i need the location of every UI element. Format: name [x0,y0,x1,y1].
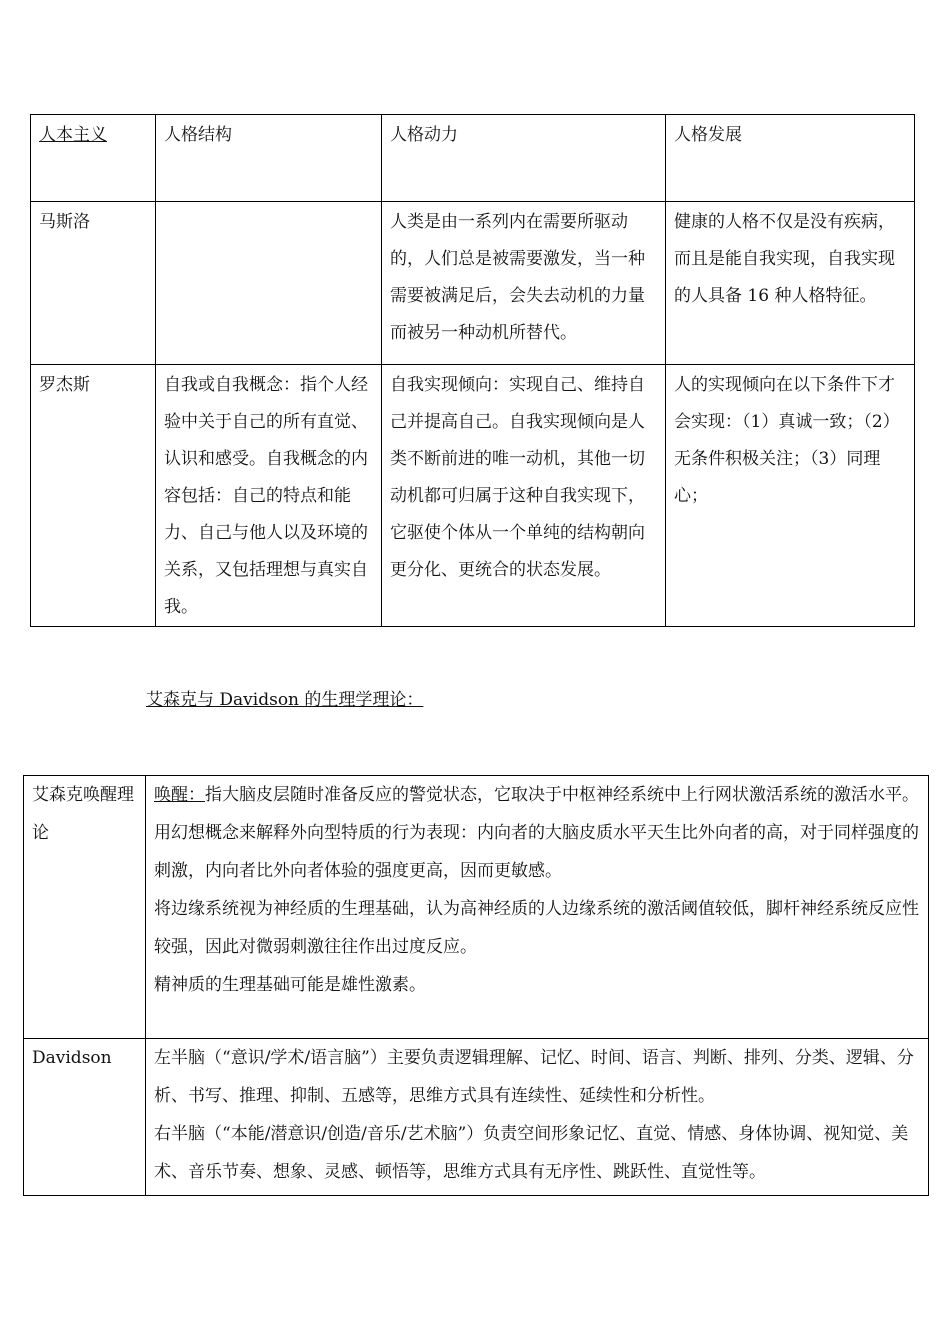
table-row-maslow [31,202,915,365]
eysenck-paragraph-2: 用幻想概念来解释外向型特质的行为表现：内向者的大脑皮质水平天生比外向者的高，对于同样强度的刺激，内向者比外向者体验的强度更高，因而更敏感。 [154,823,919,881]
table-row-davidson [24,1039,929,1196]
physiology-table [23,775,929,1196]
header-humanism-label: 人本主义 [39,125,107,145]
maslow-development-cell: 健康的人格不仅是没有疾病，而且是能自我实现，自我实现的人具备 16 种人格特征。 [666,202,915,365]
table-row-eysenck [24,776,929,1039]
header-cell-development: 人格发展 [666,115,915,202]
rogers-name-cell: 罗杰斯 [31,365,156,627]
eysenck-paragraph-3: 将边缘系统视为神经质的生理基础，认为高神经质的人边缘系统的激活阈值较低，脚杆神经系统反应性较强，因此对微弱刺激往往作出过度反应。 [154,899,919,957]
davidson-name-cell: Davidson [24,1039,146,1196]
maslow-dynamics-cell: 人类是由一系列内在需要所驱动的，人们总是被需要激发，当一种需要被满足后，会失去动机的力量而被另一种动机所替代。 [382,202,666,365]
arousal-term: 唤醒： [154,785,205,805]
arousal-text: 指大脑皮层随时准备反应的警觉状态，它取决于中枢神经系统中上行网状激活系统的激活水平。 [205,785,919,805]
eysenck-name-cell: 艾森克唤醒理论 [24,776,146,1039]
davidson-paragraph-2: 右半脑（“本能/潜意识/创造/音乐/艺术脑”）负责空间形象记忆、直觉、情感、身体协调、视知觉、美术、音乐节奏、想象、灵感、顿悟等，思维方式具有无序性、跳跃性、直觉性等。 [154,1124,909,1182]
maslow-name-cell: 马斯洛 [31,202,156,365]
eysenck-arousal-paragraph [154,776,920,814]
header-cell-humanism [31,115,156,202]
maslow-structure-cell [156,202,382,365]
header-cell-dynamics: 人格动力 [382,115,666,202]
section-title: 艾森克与 Davidson 的生理学理论： [146,690,424,710]
rogers-development-cell: 人的实现倾向在以下条件下才会实现：（1）真诚一致；（2）无条件积极关注；（3）同理心； [666,365,915,627]
humanism-table [30,114,915,627]
table-row-rogers [31,365,915,627]
davidson-content-cell [146,1039,929,1196]
davidson-paragraph-1: 左半脑（“意识/学术/语言脑”）主要负责逻辑理解、记忆、时间、语言、判断、排列、分类、逻辑、分析、书写、推理、抑制、五感等，思维方式具有连续性、延续性和分析性。 [154,1048,914,1106]
table-header-row [31,115,915,202]
rogers-dynamics-cell: 自我实现倾向：实现自己、维持自己并提高自己。自我实现倾向是人类不断前进的唯一动机，其他一切动机都可归属于这种自我实现下，它驱使个体从一个单纯的结构朝向更分化、更统合的状态发展。 [382,365,666,627]
header-cell-structure: 人格结构 [156,115,382,202]
eysenck-paragraph-4: 精神质的生理基础可能是雄性激素。 [154,975,426,995]
eysenck-content-cell [146,776,929,1039]
rogers-structure-cell: 自我或自我概念：指个人经验中关于自己的所有直觉、认识和感受。自我概念的内容包括：自己的特点和能力、自己与他人以及环境的关系，又包括理想与真实自我。 [156,365,382,627]
